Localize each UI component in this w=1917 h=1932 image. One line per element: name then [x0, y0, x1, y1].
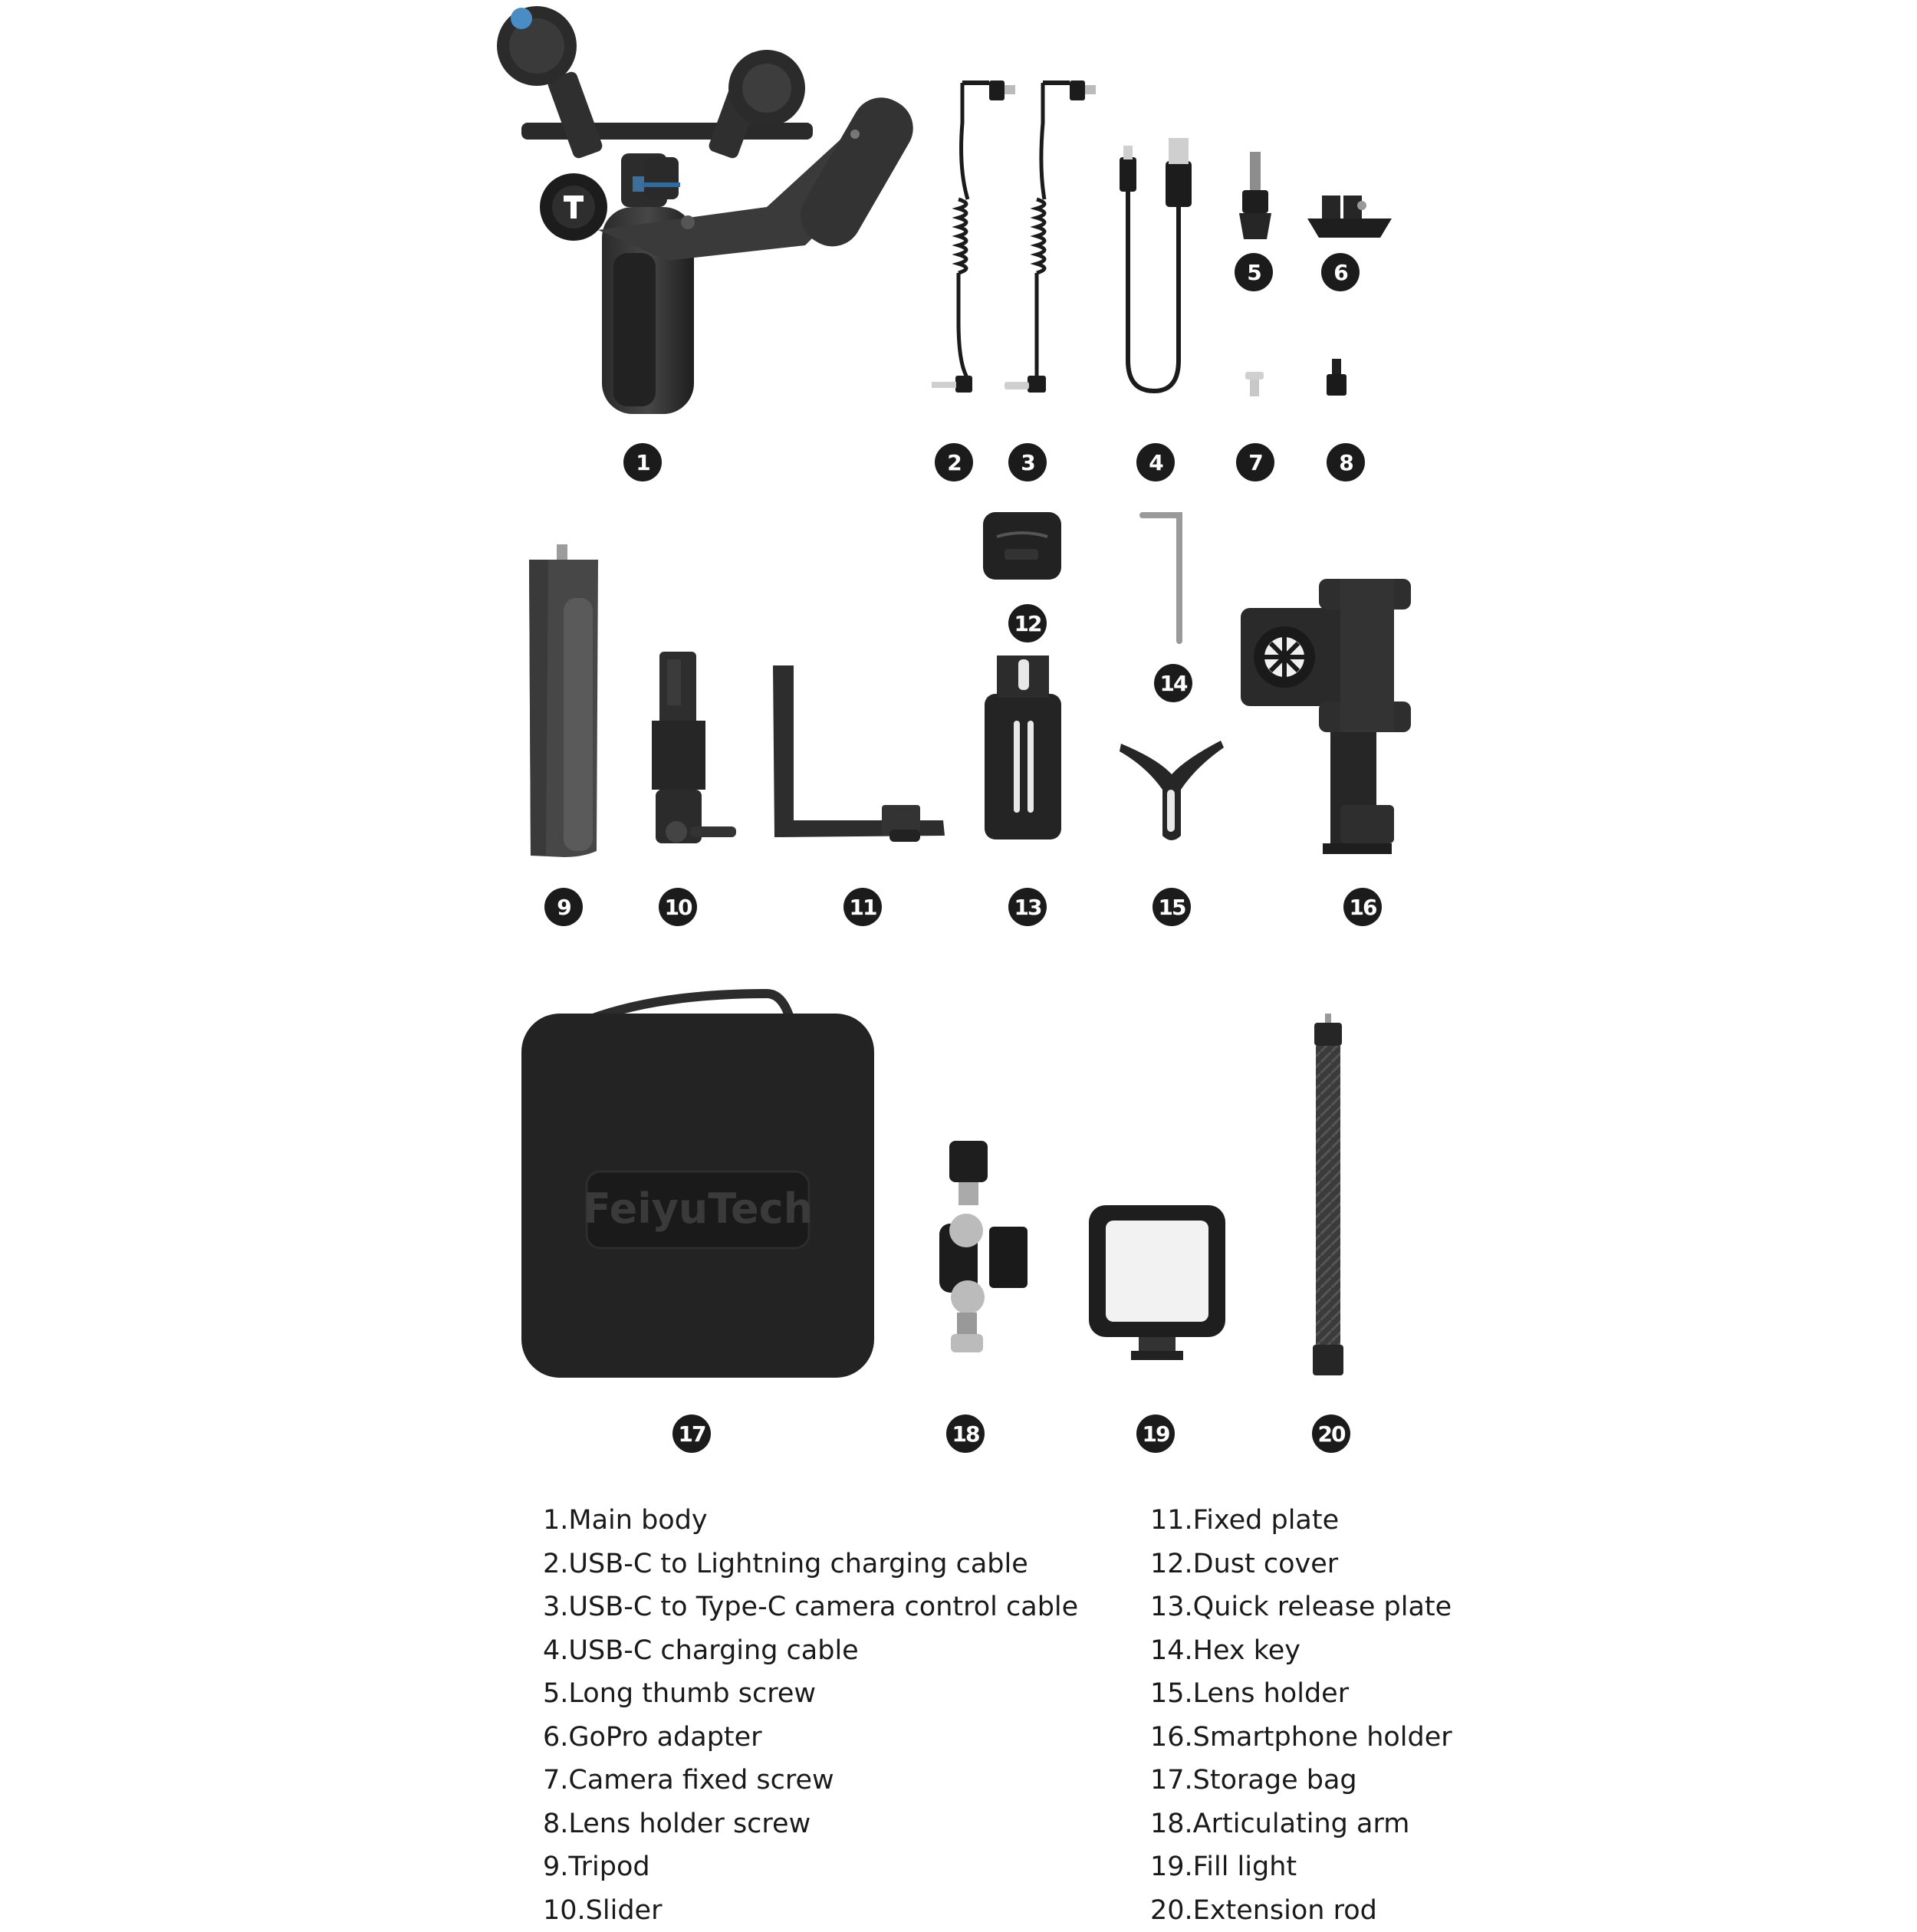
legend-item: 15.Lens holder	[1150, 1672, 1452, 1716]
item-number-badge: 12	[1008, 604, 1047, 642]
usb-c-type-c-cable	[1005, 80, 1096, 393]
item-number-badge: 4	[1136, 443, 1175, 481]
legend-item: 9.Tripod	[543, 1845, 1078, 1889]
lens-holder	[1120, 741, 1224, 840]
legend-item: 12.Dust cover	[1150, 1543, 1452, 1586]
legend-item: 6.GoPro adapter	[543, 1716, 1078, 1760]
item-number-badge: 10	[659, 888, 697, 926]
articulating-arm	[939, 1141, 1028, 1352]
item-number-badge: 18	[946, 1414, 985, 1453]
item-number-badge: 8	[1327, 443, 1365, 481]
contents-legend-left	[543, 1499, 1078, 1932]
smartphone-holder	[1241, 579, 1411, 854]
item-number-badge: 15	[1153, 888, 1191, 926]
usb-c-charging-cable	[1120, 138, 1192, 391]
legend-item: 10.Slider	[543, 1889, 1078, 1932]
legend-item: 1.Main body	[543, 1499, 1078, 1543]
legend-item: 17.Storage bag	[1150, 1759, 1452, 1802]
item-number-badge: 11	[843, 888, 882, 926]
legend-item: 2.USB-C to Lightning charging cable	[543, 1543, 1078, 1586]
storage-bag-brand-logo: FeiyuTech	[583, 1184, 813, 1233]
long-thumb-screw	[1239, 152, 1271, 239]
legend-item: 13.Quick release plate	[1150, 1585, 1452, 1629]
item-number-badge: 2	[935, 443, 973, 481]
fixed-plate	[773, 665, 945, 842]
legend-item: 16.Smartphone holder	[1150, 1716, 1452, 1760]
legend-item: 11.Fixed plate	[1150, 1499, 1452, 1543]
item-number-badge: 16	[1343, 888, 1382, 926]
hex-key	[1143, 515, 1179, 641]
item-number-badge: 3	[1008, 443, 1047, 481]
item-number-badge: 17	[672, 1414, 711, 1453]
quick-release-plate	[985, 656, 1061, 840]
item-number-badge: 20	[1312, 1414, 1350, 1453]
main-body-gimbal	[497, 6, 924, 414]
legend-item: 5.Long thumb screw	[543, 1672, 1078, 1716]
item-number-badge: 14	[1154, 664, 1192, 702]
slider	[652, 652, 736, 843]
item-number-badge: 19	[1136, 1414, 1175, 1453]
fill-light	[1089, 1205, 1225, 1360]
item-number-badge: 13	[1008, 888, 1047, 926]
legend-item: 3.USB-C to Type-C camera control cable	[543, 1585, 1078, 1629]
contents-legend-right	[1150, 1499, 1452, 1932]
item-number-badge: 6	[1321, 253, 1360, 291]
extension-rod	[1313, 1014, 1343, 1375]
dust-cover	[983, 512, 1061, 580]
item-number-badge: 7	[1236, 443, 1274, 481]
usb-c-lightning-cable	[932, 80, 1015, 393]
legend-item: 20.Extension rod	[1150, 1889, 1452, 1932]
item-number-badge: 5	[1235, 253, 1273, 291]
legend-item: 7.Camera fixed screw	[543, 1759, 1078, 1802]
lens-holder-screw	[1327, 359, 1347, 396]
item-number-badge: 1	[623, 443, 662, 481]
legend-item: 18.Articulating arm	[1150, 1802, 1452, 1846]
storage-bag	[521, 994, 874, 1378]
legend-item: 14.Hex key	[1150, 1629, 1452, 1673]
legend-item: 4.USB-C charging cable	[543, 1629, 1078, 1673]
camera-fixed-screw	[1245, 372, 1264, 396]
item-number-badge: 9	[544, 888, 583, 926]
tripod	[529, 544, 598, 857]
legend-item: 19.Fill light	[1150, 1845, 1452, 1889]
gopro-adapter	[1307, 196, 1392, 238]
legend-item: 8.Lens holder screw	[543, 1802, 1078, 1846]
